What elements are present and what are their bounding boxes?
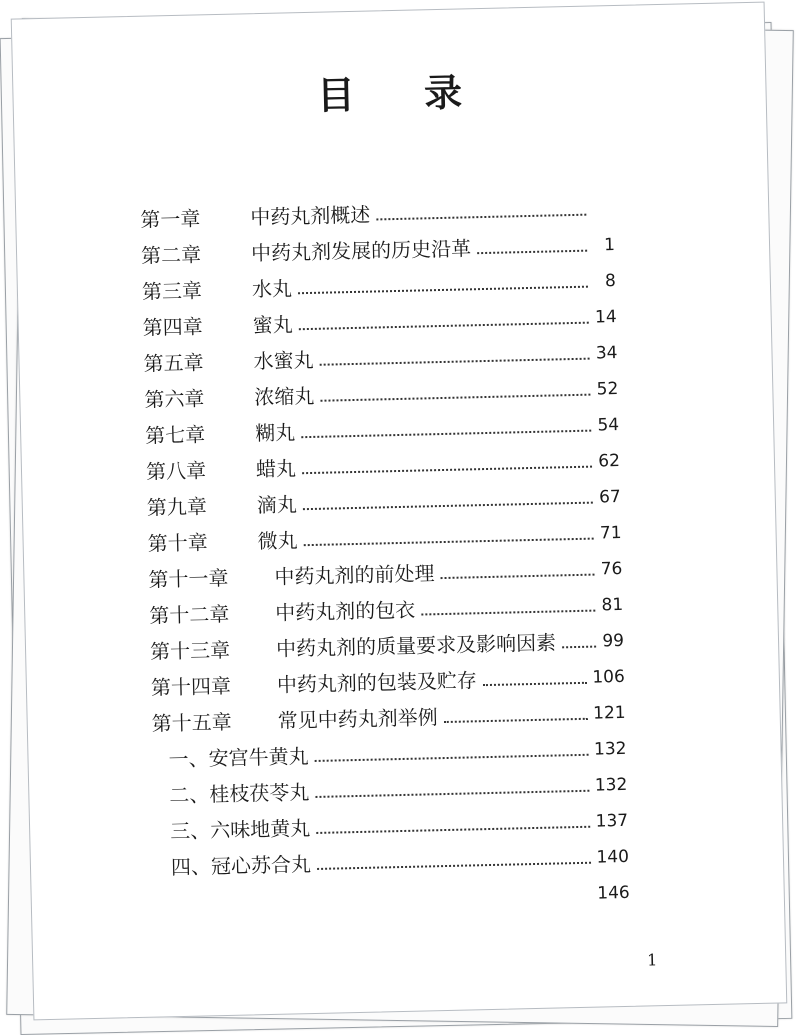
page-number: 106	[592, 664, 625, 691]
chapter-title: 中药丸剂的包装及贮存	[263, 667, 478, 698]
sub-item-title: 三、六味地黄丸	[170, 815, 311, 844]
toc-row[interactable]	[145, 408, 620, 449]
leader-dots	[304, 538, 594, 547]
chapter-title: 中药丸剂的包衣	[261, 597, 416, 626]
page-number: 132	[594, 736, 627, 763]
toc-row[interactable]	[149, 588, 624, 629]
chapter-label: 第九章	[147, 493, 244, 521]
chapter-label: 第十五章	[151, 708, 264, 737]
chapter-title: 浓缩丸	[240, 383, 315, 411]
toc-sub-row[interactable]	[171, 840, 630, 880]
leader-dots	[483, 682, 587, 686]
chapter-label: 第四章	[142, 313, 239, 341]
chapter-label: 第八章	[146, 457, 243, 485]
toc-row[interactable]	[147, 516, 622, 557]
toc-row[interactable]	[151, 696, 626, 737]
sub-item-title: 四、冠心苏合丸	[171, 851, 312, 880]
toc-sub-row[interactable]	[168, 732, 627, 772]
chapter-title: 中药丸剂的前处理	[260, 560, 435, 590]
leader-dots	[302, 466, 592, 475]
chapter-title: 水丸	[238, 275, 293, 302]
chapter-label: 第一章	[140, 205, 237, 233]
page-number: 121	[593, 700, 626, 727]
chapter-label: 第三章	[142, 277, 239, 305]
toc-row[interactable]	[142, 264, 617, 305]
leader-dots	[441, 574, 595, 579]
leader-dots	[320, 394, 590, 402]
chapter-title: 蜜丸	[238, 311, 293, 338]
chapter-label: 第五章	[143, 349, 240, 377]
chapter-label: 第六章	[144, 385, 241, 413]
toc-row[interactable]	[146, 444, 621, 485]
leader-dots	[477, 250, 587, 254]
toc-sub-row[interactable]	[169, 768, 628, 808]
toc-row[interactable]	[150, 624, 625, 665]
toc-sub-row[interactable]	[170, 804, 629, 844]
page-number: 137	[595, 808, 628, 835]
leader-dots	[421, 610, 595, 616]
toc-row[interactable]	[142, 300, 617, 341]
toc-row[interactable]	[146, 480, 621, 521]
leader-dots	[299, 322, 589, 331]
folio-page-number: 1	[647, 950, 658, 969]
toc-row[interactable]	[144, 372, 619, 413]
page-number: 67	[598, 484, 621, 510]
leader-dots	[315, 790, 589, 798]
page-number: 54	[597, 412, 620, 438]
chapter-title: 微丸	[243, 527, 298, 554]
toc-row[interactable]	[151, 660, 626, 701]
sub-item-title: 一、安宫牛黄丸	[168, 743, 309, 772]
page-number: 146	[597, 880, 630, 907]
leader-dots	[562, 646, 596, 649]
toc-row[interactable]	[148, 552, 623, 593]
page-number: 99	[602, 628, 625, 654]
page-number: 71	[599, 520, 622, 546]
leader-dots	[315, 754, 589, 762]
page-number: 14	[594, 304, 617, 330]
toc-trailing-row	[171, 876, 630, 916]
page-number: 76	[600, 556, 623, 582]
chapter-label: 第七章	[145, 421, 242, 449]
page-title: 目 录	[13, 55, 766, 127]
sub-item-title: 二、桂枝茯苓丸	[169, 779, 310, 808]
toc-page	[11, 2, 788, 1021]
page-number: 132	[595, 772, 628, 799]
leader-dots	[444, 718, 588, 723]
chapter-label: 第十二章	[149, 600, 262, 629]
page-number: 34	[595, 340, 618, 366]
chapter-title: 中药丸剂发展的历史沿革	[237, 235, 472, 266]
table-of-contents	[16, 189, 768, 206]
chapter-title: 常见中药丸剂举例	[263, 704, 438, 734]
leader-dots	[301, 430, 591, 439]
page-number: 81	[601, 592, 624, 618]
toc-row[interactable]	[141, 228, 616, 269]
leader-dots	[320, 358, 590, 366]
leader-dots	[298, 286, 588, 295]
chapter-title: 蜡丸	[242, 455, 297, 482]
toc-row[interactable]	[143, 336, 618, 377]
chapter-label: 第十章	[147, 529, 244, 557]
page-number: 1	[593, 232, 616, 258]
chapter-title: 滴丸	[243, 491, 298, 518]
chapter-label: 第十一章	[148, 564, 261, 593]
chapter-label: 第十三章	[150, 636, 263, 665]
leader-dots	[376, 214, 586, 221]
chapter-title: 中药丸剂的质量要求及影响因素	[262, 629, 557, 662]
page-number: 52	[596, 376, 619, 402]
page-number: 140	[596, 844, 629, 871]
chapter-label: 第十四章	[151, 672, 264, 701]
page-number: 62	[598, 448, 621, 474]
chapter-title: 糊丸	[241, 419, 296, 446]
leader-dots	[303, 502, 593, 511]
chapter-label: 第二章	[141, 241, 238, 269]
page-number: 8	[594, 268, 617, 294]
toc-row[interactable]	[140, 192, 615, 233]
leader-dots	[316, 826, 590, 834]
chapter-title: 水蜜丸	[239, 347, 314, 375]
chapter-title: 中药丸剂概述	[236, 202, 371, 231]
leader-dots	[317, 862, 591, 870]
